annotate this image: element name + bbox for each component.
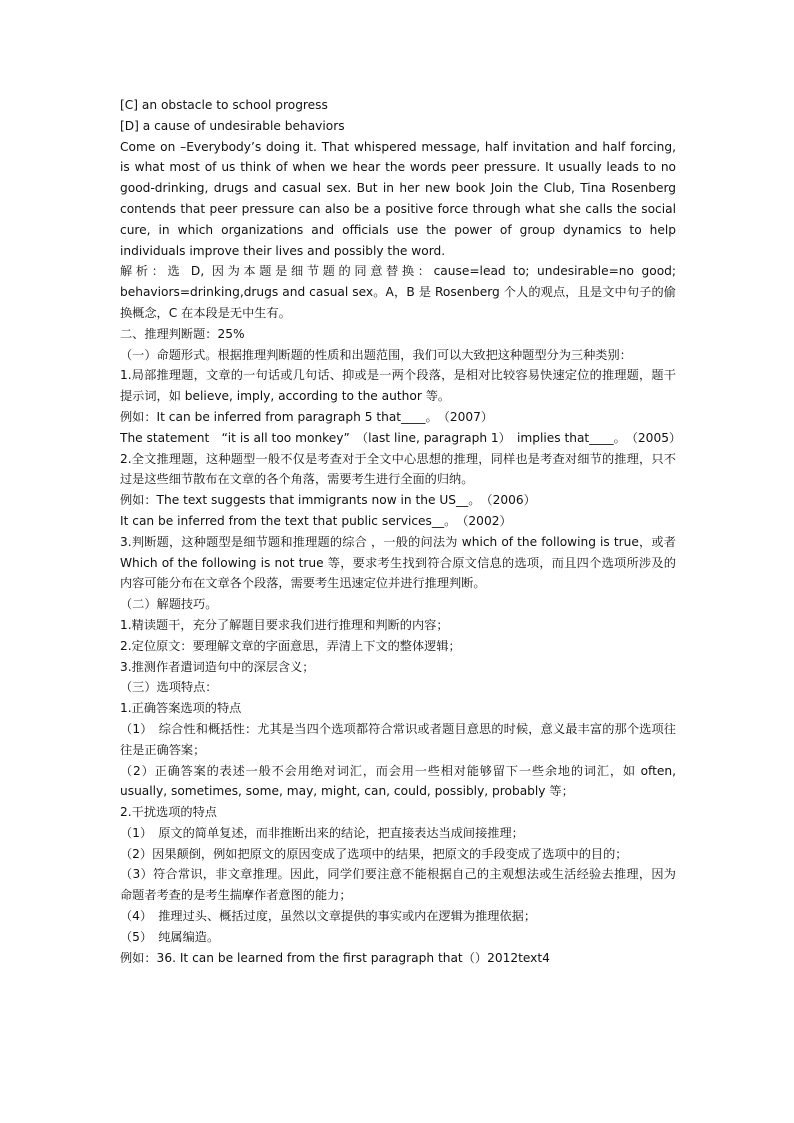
distractor-heading: 2.干扰选项的特点	[120, 805, 217, 820]
subsection-techniques: （二）解题技巧。	[120, 597, 218, 612]
section-heading: 二、推理判断题：25%	[120, 326, 245, 341]
subsection-question-forms: （一）命题形式。根据推理判断题的性质和出题范围，我们可以大致把这种题型分为三种类别：	[120, 347, 632, 362]
correct-feature-2: （2）正确答案的表述一般不会用绝对词汇，而会用一些相对能够留下一些余地的词汇，如 often, usually, sometimes, some, may, might, can, could, possibly, probably 等；	[120, 763, 676, 799]
global-inference-paragraph: 2.全文推理题，这种题型一般不仅是考查对于全文中心思想的推理，同样也是考查对细节的推理，只不过是这些细节散布在文章的各个角落，需要考生进行全面的归纳。	[120, 451, 676, 487]
judgment-paragraph: 3.判断题，这种题型是细节题和推理题的综合 ，一般的问法为 which of the following is true，或者 Which of the following is not true 等，要求考生找到符合原文信息的选项，而且四个选项所涉及的内容可能分布在文章各个段落，需要考生迅速定位并进行推理判断。	[120, 534, 676, 591]
local-inference-paragraph: 1.局部推理题，文章的一句话或几句话、抑或是一两个段落，是相对比较容易快速定位的推理题，题干提示词，如 believe, imply, according to the author 等。	[120, 368, 676, 404]
example-2002: It can be inferred from the text that public services__。 （2002）	[120, 513, 512, 528]
example-2006: 例如：The text suggests that immigrants now in the US__。 （2006）	[120, 493, 536, 508]
option-c: [C] an obstacle to school progress	[120, 98, 328, 112]
distractor-feature-4: （4） 推理过头、概括过度，虽然以文章提供的事实或内在逻辑为推理依据；	[120, 909, 537, 924]
distractor-feature-5: （5） 纯属编造。	[120, 929, 220, 944]
technique-2: 2.定位原文：要理解文章的字面意思，弄清上下文的整体逻辑；	[120, 638, 461, 653]
distractor-feature-1: （1） 原文的简单复述，而非推断出来的结论，把直接表达当成间接推理；	[120, 825, 524, 840]
subsection-option-features: （三）选项特点：	[120, 680, 218, 695]
passage-paragraph: Come on –Everybody’s doing it. That whispered message, half invitation and half forcing, is what most of us think of when we hear the words peer pressure. It usually leads to no good-drinking, drugs and casual sex. But in her new book Join the Club, Tina Rosenberg contends that peer pressure can also be a positive force through what she calls the social cure, in which organizations and officials use the power of group dynamics to help individuals improve their lives and possibly the word.	[120, 139, 676, 258]
correct-answer-heading: 1.正确答案选项的特点	[120, 701, 242, 716]
example-2007: 例如：It can be inferred from paragraph 5 that____。 （2007）	[120, 409, 494, 424]
correct-feature-1: （1） 综合性和概括性：尤其是当四个选项都符合常识或者题目意思的时候，意义最丰富的那个选项往往是正确答案；	[120, 721, 676, 757]
analysis-paragraph: 解析：选 D, 因为本题是细节题的同意替换：cause=lead to; undesirable=no good; behaviors=drinking,drugs and casual sex。A，B 是 Rosenberg 个人的观点，且是文中句子的偷换概念，C 在本段是无中生有。	[120, 264, 676, 320]
example-2005: The statement “it is all too monkey” （last line, paragraph 1） implies that____。 （2005）	[120, 430, 682, 445]
example-2012: 例如：36. It can be learned from the first paragraph that（）2012text4	[120, 950, 550, 965]
technique-3: 3.推测作者遣词造句中的深层含义；	[120, 659, 315, 674]
distractor-feature-3: （3）符合常识，非文章推理。因此，同学们要注意不能根据自己的主观想法或生活经验去推理，因为命题者考查的是考生揣摩作者意图的能力；	[120, 867, 676, 903]
option-d: [D] a cause of undesirable behaviors	[120, 118, 345, 133]
technique-1: 1.精读题干，充分了解题目要求我们进行推理和判断的内容；	[120, 617, 449, 632]
distractor-feature-2: （2）因果颠倒，例如把原文的原因变成了选项中的结果，把原文的手段变成了选项中的目的；	[120, 846, 628, 861]
document-body	[120, 95, 682, 968]
